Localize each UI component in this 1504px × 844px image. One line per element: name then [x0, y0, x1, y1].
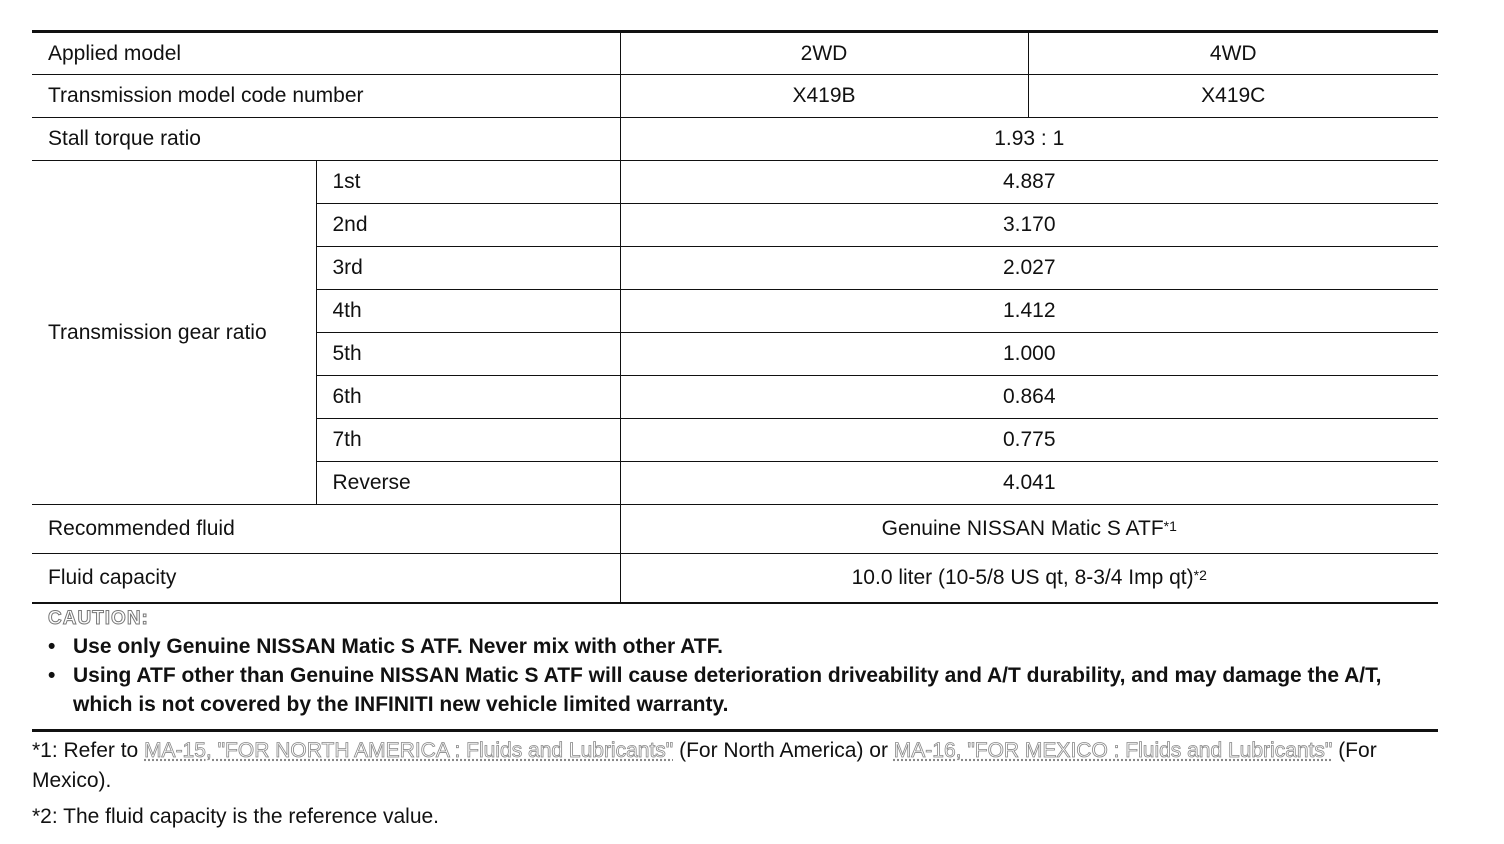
- caution-title: CAUTION:: [48, 608, 149, 629]
- divider: [32, 729, 1438, 732]
- gear-name: 3rd: [316, 247, 620, 290]
- fluid-label: Recommended fluid: [32, 505, 620, 554]
- footnotes: [32, 736, 1442, 832]
- stall-value: 1.93 : 1: [620, 118, 1438, 161]
- capacity-label: Fluid capacity: [32, 554, 620, 603]
- gear-name: 6th: [316, 376, 620, 419]
- applied-model-label: Applied model: [32, 32, 620, 75]
- footnote-2: *2: The fluid capacity is the reference value.: [32, 805, 440, 828]
- capacity-value: 10.0 liter (10-5/8 US qt, 8-3/4 Imp qt): [851, 565, 1194, 589]
- gear-ratio: 4.041: [620, 462, 1438, 505]
- caution-item-text: Using ATF other than Genuine NISSAN Matic S ATF will cause deterioration driveability and A/T durability, and may damage the A/T, which is not covered by the INFINITI new vehicle limited warranty.: [73, 664, 1382, 716]
- code-label: Transmission model code number: [32, 75, 620, 118]
- gear-ratio: 3.170: [620, 204, 1438, 247]
- gear-ratio: 1.412: [620, 290, 1438, 333]
- gear-name: 2nd: [316, 204, 620, 247]
- table-row: [32, 505, 1438, 554]
- table-row: [32, 554, 1438, 603]
- capacity-footnote-ref: *2: [1193, 566, 1207, 583]
- link-north-america-fluids[interactable]: MA-15, "FOR NORTH AMERICA : Fluids and Lubricants": [144, 739, 674, 762]
- fluid-footnote-ref: *1: [1163, 518, 1177, 534]
- footnote-1-prefix: *1: Refer to: [32, 739, 145, 762]
- code-2wd: X419B: [620, 75, 1028, 118]
- caution-item-text: Use only Genuine NISSAN Matic S ATF. Never mix with other ATF.: [73, 635, 723, 658]
- gear-name: Reverse: [316, 462, 620, 505]
- bullet-icon: •: [48, 664, 56, 687]
- gear-ratio: 0.775: [620, 419, 1438, 462]
- caution-item: [48, 632, 1438, 661]
- gear-ratio: 1.000: [620, 333, 1438, 376]
- fluid-value-cell: [620, 505, 1438, 554]
- gear-ratio: 2.027: [620, 247, 1438, 290]
- bullet-icon: •: [48, 635, 56, 658]
- gear-name: 7th: [316, 419, 620, 462]
- gear-ratio: 4.887: [620, 161, 1438, 204]
- applied-2wd: 2WD: [620, 32, 1028, 75]
- link-mexico-fluids[interactable]: MA-16, "FOR MEXICO : Fluids and Lubricants": [893, 739, 1333, 762]
- stall-label: Stall torque ratio: [32, 118, 620, 161]
- capacity-value-cell: [620, 554, 1438, 603]
- gear-name: 5th: [316, 333, 620, 376]
- footnote-1: [32, 736, 1442, 796]
- applied-4wd: 4WD: [1028, 32, 1438, 75]
- specification-table: [32, 30, 1438, 604]
- gear-name: 4th: [316, 290, 620, 333]
- gear-name: 1st: [316, 161, 620, 204]
- code-4wd: X419C: [1028, 75, 1438, 118]
- table-row: [32, 75, 1438, 118]
- footnote-1-mid: (For North America) or: [673, 739, 894, 762]
- table-row: [32, 32, 1438, 75]
- table-row: [32, 118, 1438, 161]
- caution-item: [48, 661, 1438, 719]
- caution-block: [48, 606, 1438, 719]
- gear-ratio-label: Transmission gear ratio: [32, 161, 316, 505]
- table-row: [32, 161, 1438, 204]
- footnote-1-suffix: (For Mexico).: [32, 739, 1377, 792]
- gear-ratio: 0.864: [620, 376, 1438, 419]
- fluid-value: Genuine NISSAN Matic S ATF: [881, 517, 1164, 540]
